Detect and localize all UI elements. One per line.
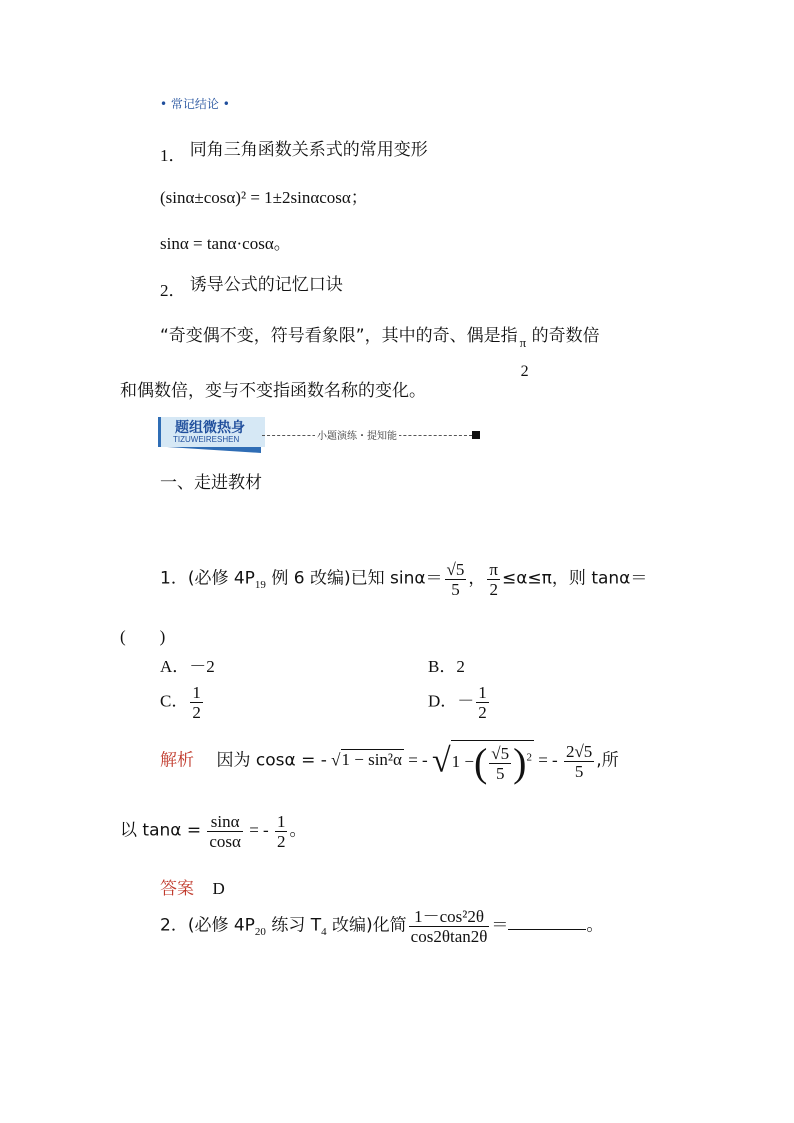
- analysis-inner-frac: [489, 744, 511, 783]
- sqrt-icon: √: [331, 750, 341, 770]
- banner-title: 题组微热身: [175, 420, 245, 436]
- note-tag: [160, 95, 230, 112]
- banner-square-icon: [472, 431, 480, 439]
- option-a: A．－2: [160, 657, 215, 676]
- q2-prefix: 2．(必修 4P: [160, 915, 255, 936]
- q2-mid2: 改编)化简: [326, 915, 407, 936]
- section1-formula1: (sinα±cosα)² = 1±2sinαcosα；: [160, 188, 368, 207]
- tan-eq: = -: [249, 820, 269, 840]
- analysis-inner-num: √5: [491, 743, 510, 763]
- q1-range-den: 2: [489, 580, 498, 599]
- answer-value: D: [212, 879, 225, 898]
- q1-comma: ，: [468, 568, 486, 588]
- q2-end: 。: [586, 915, 604, 935]
- tan-result-den: 2: [276, 832, 286, 851]
- option-b: B．2: [428, 657, 465, 676]
- analysis-tail: ,所: [596, 750, 619, 771]
- analysis-eq2: = -: [408, 750, 428, 770]
- tan-tail: 。: [289, 820, 307, 840]
- option-c-frac: [190, 683, 203, 722]
- banner-slogan: 小题演练・提知能: [315, 427, 399, 442]
- analysis-line1: [160, 740, 619, 783]
- tan-result-num: 1: [276, 812, 286, 831]
- q1-page-sub: 19: [254, 578, 266, 591]
- practice-banner: [158, 417, 265, 447]
- section1-heading: [160, 135, 428, 165]
- option-d: [428, 683, 491, 722]
- analysis-line2-prefix: 以 tanα =: [120, 820, 202, 841]
- bullet-dot-icon: •: [222, 97, 230, 111]
- banner-badge: [158, 417, 265, 447]
- sqrt-icon: √: [431, 742, 451, 780]
- analysis-result-den: 5: [574, 762, 584, 781]
- option-c-num: 1: [192, 683, 201, 702]
- q1-answer-bracket: ( ): [120, 627, 166, 646]
- option-d-den: 2: [478, 703, 487, 722]
- section2-line1-end: 的奇数倍: [531, 326, 600, 346]
- pi-denominator: 2: [520, 363, 529, 380]
- section1-number: 1．: [160, 146, 186, 165]
- pi-numerator: π: [519, 335, 527, 350]
- question1-stem: [160, 560, 647, 599]
- q1-prefix: 1．(必修 4P: [160, 568, 255, 589]
- analysis-root2: [451, 740, 534, 783]
- q2-answer-blank[interactable]: [508, 915, 586, 930]
- option-c: [160, 683, 205, 722]
- analysis-result-num: 2√5: [565, 742, 593, 761]
- section1-title: 同角三角函数关系式的常用变形: [189, 140, 428, 160]
- question2-stem: [160, 907, 603, 946]
- q2-expr-num: 1－cos²2θ: [409, 907, 490, 927]
- note-tag-label: 常记结论: [170, 97, 219, 111]
- q2-eq: ＝: [491, 915, 509, 935]
- q2-page-sub: 20: [254, 925, 266, 938]
- banner-arrow-icon: [167, 447, 261, 453]
- section2-number: 2．: [160, 281, 186, 300]
- option-c-label: C．: [160, 691, 189, 711]
- section2-title: 诱导公式的记忆口诀: [189, 275, 343, 295]
- analysis-text1: 因为 cosα = -: [216, 750, 327, 771]
- analysis-inner-den: 5: [495, 763, 505, 783]
- analysis-result: [564, 742, 594, 781]
- answer-line: [160, 874, 225, 899]
- section2-heading: [160, 270, 343, 300]
- tan-num: sinα: [207, 812, 243, 832]
- option-c-den: 2: [192, 703, 201, 722]
- q2-t-sub: 4: [321, 925, 327, 938]
- q1-sin-den: 5: [451, 580, 460, 599]
- bullet-dot-icon: •: [160, 97, 168, 111]
- q2-expr-den: cos2θtan2θ: [410, 927, 488, 946]
- section1-formula2: sinα = tanα·cosα。: [160, 234, 291, 253]
- tan-den: cosα: [209, 832, 241, 851]
- analysis-eq3: = -: [538, 750, 558, 770]
- banner-pinyin: TIZUWEIRESHEN: [173, 435, 240, 444]
- analysis-root1: 1 − sin²α: [341, 750, 402, 770]
- q1-mid: 例 6 改编)已知 sinα＝: [265, 568, 443, 589]
- section2-line1-text: “奇变偶不变，符号看象限”，其中的奇、偶是指: [160, 326, 518, 346]
- section2-line1: [160, 321, 600, 380]
- q1-range-num: π: [489, 560, 498, 579]
- analysis-label: 解析: [160, 750, 194, 771]
- analysis-line2: [120, 812, 306, 851]
- part-heading: 一、走进教材: [160, 473, 262, 493]
- right-paren-icon: ): [513, 740, 527, 785]
- option-d-label: D．－: [428, 691, 475, 711]
- q1-range-tail: ≤α≤π，则 tanα＝: [501, 568, 648, 589]
- left-paren-icon: (: [473, 740, 488, 785]
- option-d-frac: [476, 683, 489, 722]
- q1-sin-num: √5: [446, 560, 465, 579]
- answer-label: 答案: [160, 879, 194, 899]
- analysis-square: 2: [526, 751, 532, 764]
- section2-line2: 和偶数倍，变与不变指函数名称的变化。: [120, 381, 426, 401]
- q1-sin-value: [445, 560, 467, 599]
- q1-range-frac: [487, 560, 500, 599]
- tan-result: [275, 812, 288, 851]
- tan-frac: [207, 812, 243, 851]
- q2-expression: [409, 907, 490, 946]
- analysis-inner-prefix: 1 −: [451, 751, 474, 771]
- q2-mid: 练习 T: [265, 915, 322, 936]
- option-d-num: 1: [478, 683, 487, 702]
